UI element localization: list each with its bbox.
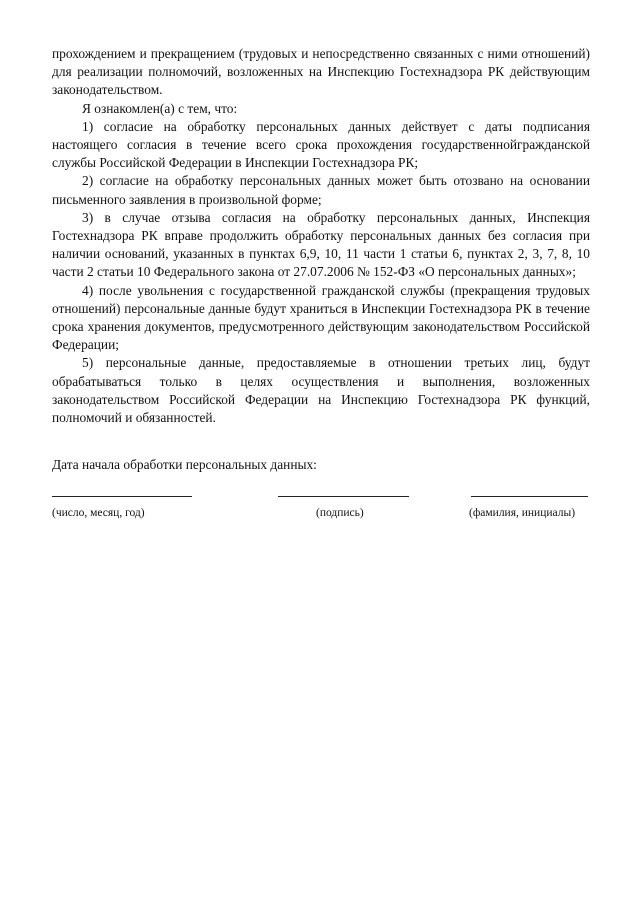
signature-caption: (подпись) [316,507,364,519]
item-4: 4) после увольнения с государственной гражданской службы (прекращения трудовых отношений) персональные данные будут храниться в Инспекции Гостехнадзора РК в течение срока хранения документов, предусмотренного действующим законодательством Российской Федерации; [52,282,590,353]
item-3: 3) в случае отзыва согласия на обработку персональных данных, Инспекция Гостехнадзора РК вправе продолжить обработку персональных данных без согласия при наличии оснований, указанных в пунктах 6,9, 10, 11 части 1 статьи 6, пунктах 2, 3, 7, 8, 10 части 2 статьи 10 Федерального закона от 27.07.2006 № 152-ФЗ «О персональных данных»; [52,209,590,280]
name-signature-line [471,496,588,497]
intro-paragraph: прохождением и прекращением (трудовых и непосредственно связанных с ними отношений) для реализации полномочий, возложенных на Инспекцию Гостехнадзора РК действующим законодательством. [52,46,590,98]
item-1: 1) согласие на обработку персональных данных действует с даты подписания настоящего согласия в течение всего срока прохождения государственнойгражданской службы Российской Федерации в Инспекции Гостехнадзора РК; [52,118,590,171]
acknowledge-line: Я ознакомлен(а) с тем, что: [82,100,238,116]
item-2: 2) согласие на обработку персональных данных может быть отозвано на основании письменного заявления в произвольной форме; [52,173,590,207]
name-signature-block [471,496,588,526]
name-caption: (фамилия, инициалы) [469,507,576,519]
date-signature-line [52,496,192,497]
date-caption: (число, месяц, год) [52,507,145,519]
date-start-label: Дата начала обработки персональных данных: [52,457,317,472]
item-5: 5) персональные данные, предоставляемые в отношении третьих лиц, будут обрабатываться только в целях осуществления и выполнения, возложенных законодательством Российской Федерации на Инспекцию Гостехнадзора РК функций, полномочий и обязанностей. [52,355,590,426]
document-body [52,45,590,427]
signature-line [278,496,409,497]
signature-block [278,496,409,526]
date-signature-block [52,496,192,526]
